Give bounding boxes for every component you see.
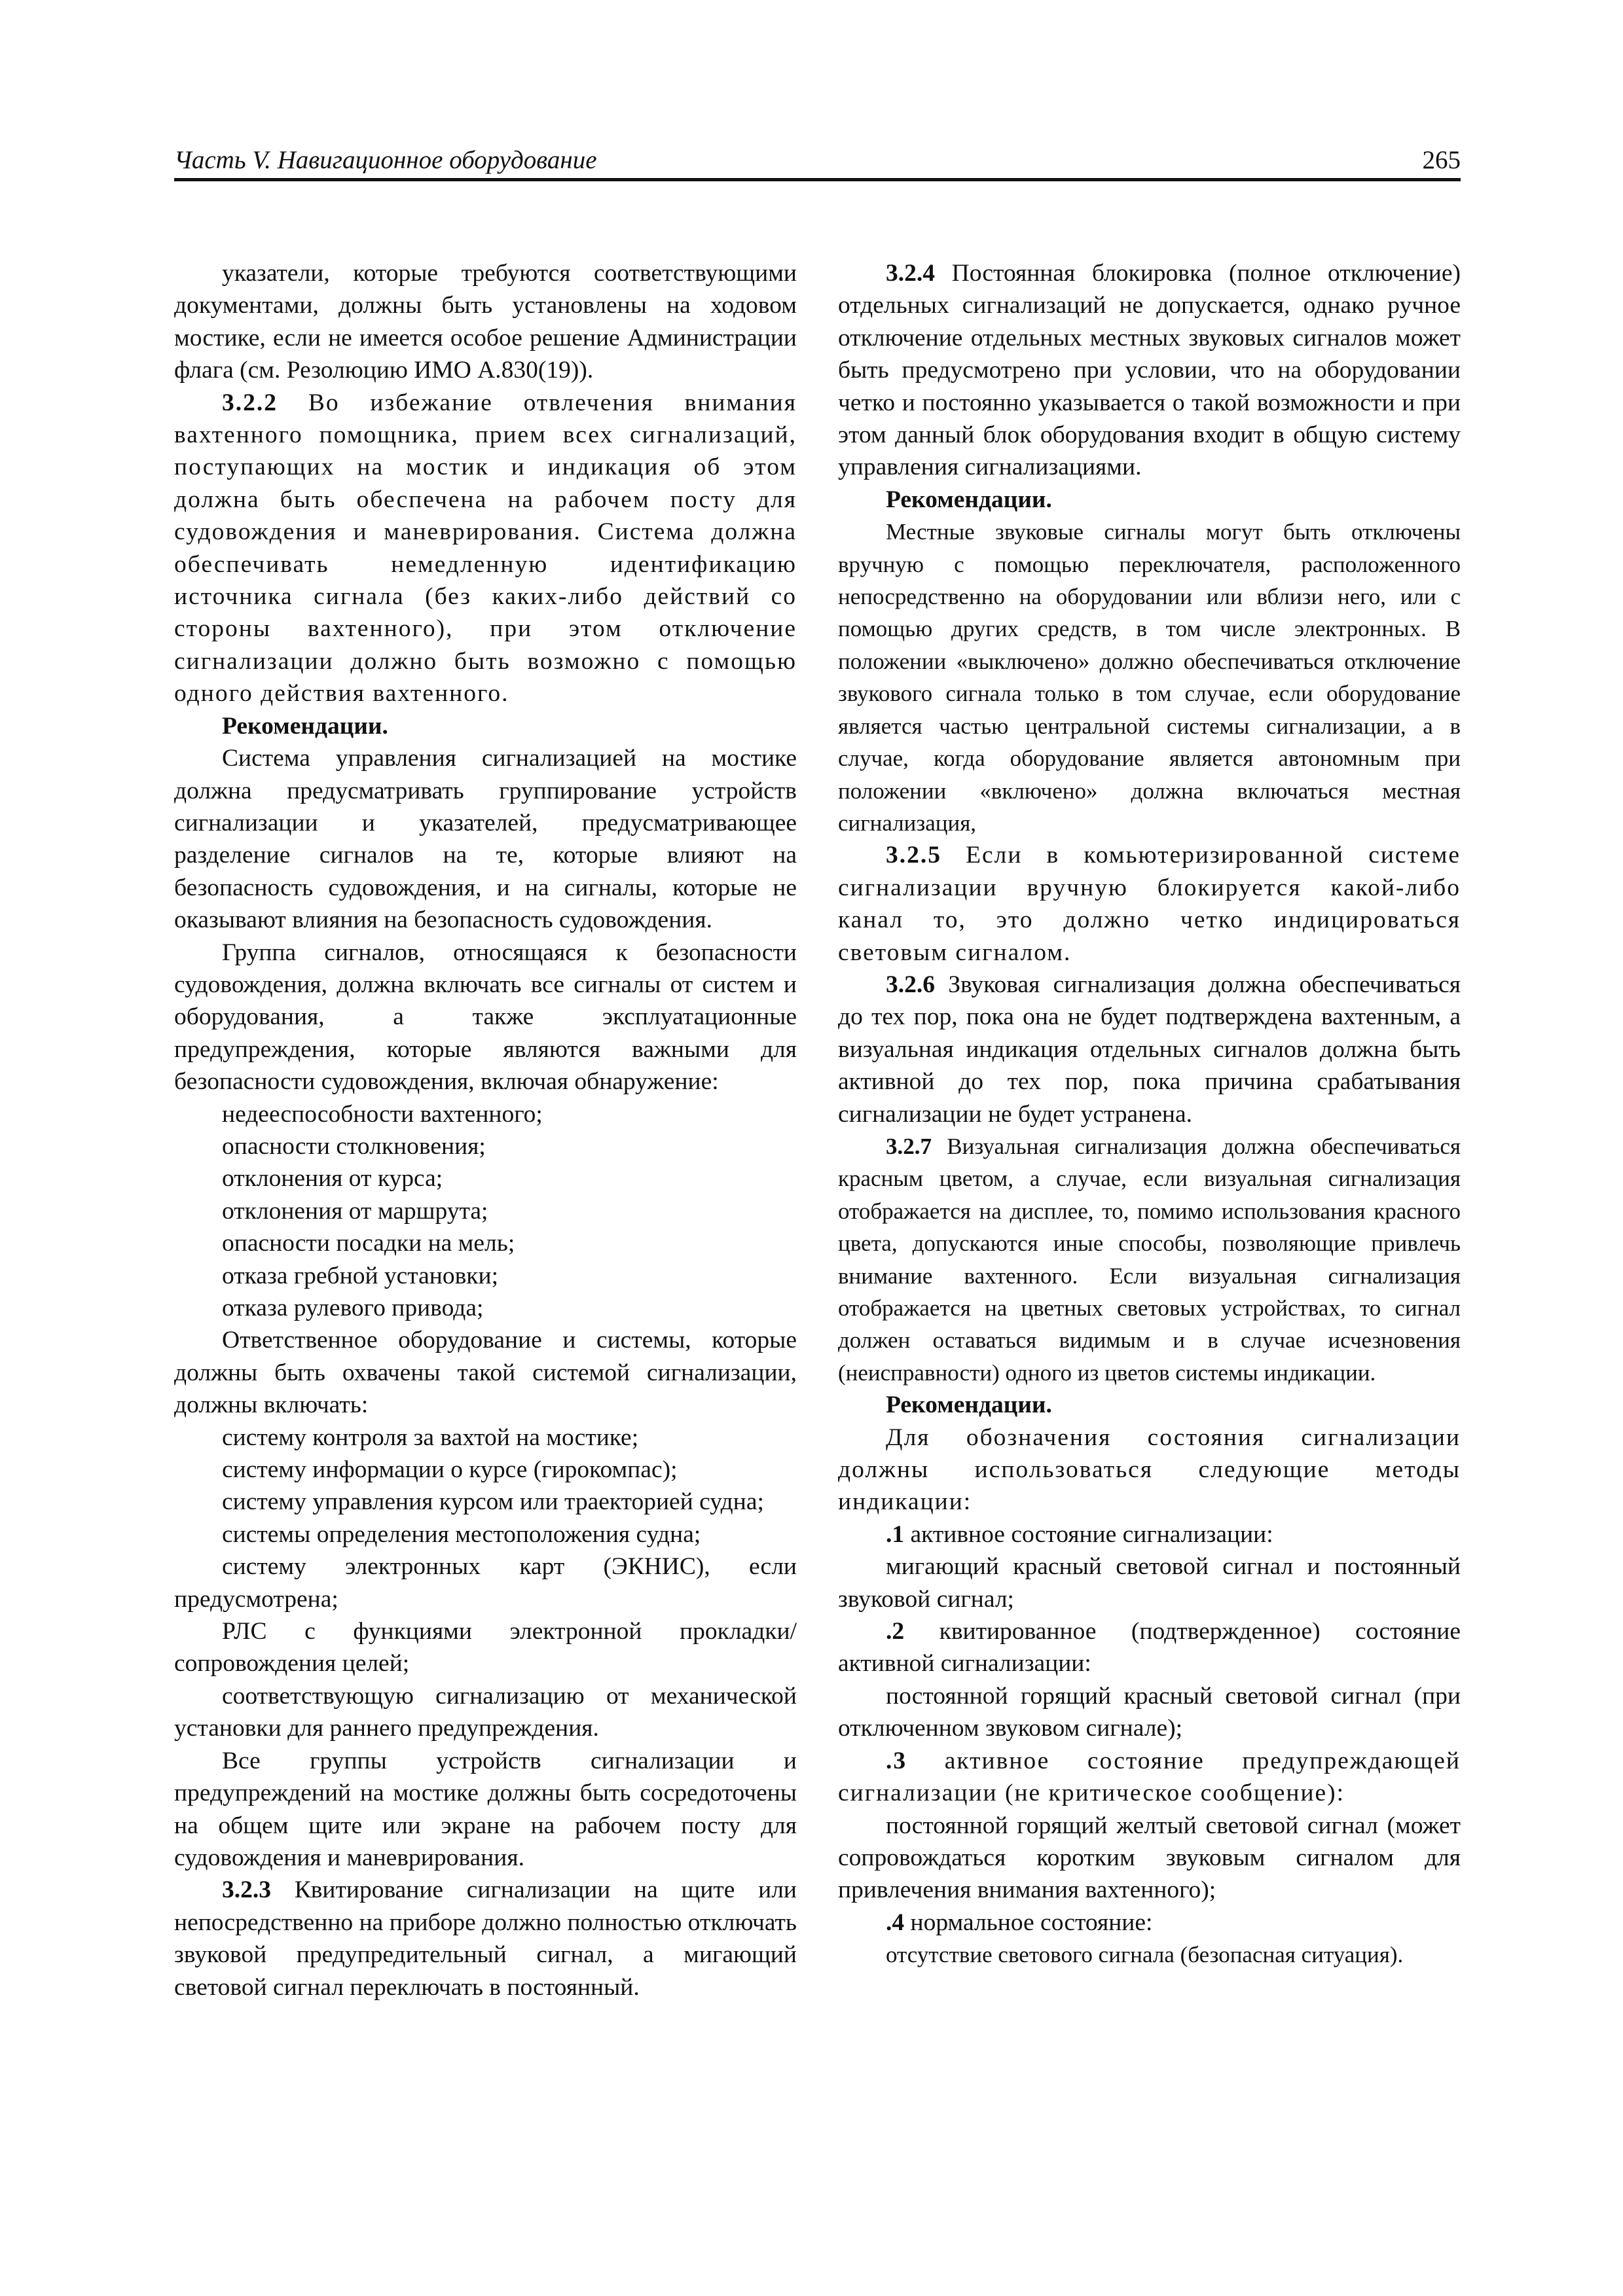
right-column xyxy=(838,257,1461,1971)
paragraph: указатели, которые требуются соответствующими документами, должны быть установлены на ходовом мостике, если не имеется особое решение Администрации флага (см. Резолюцию ИМО А.830(19)). xyxy=(174,260,797,384)
paragraph: Система управления сигнализацией на мостике должна предусматривать группирование устройств сигнализации и указателей, предусматривающее разделение сигналов на те, которые влияют на безопасность судовождения, и на сигналы, которые не оказывают влияния на безопасность судовождения. xyxy=(174,745,797,934)
list-item: систему контроля за вахтой на мостике; xyxy=(222,1424,639,1451)
section-number: 3.2.7 xyxy=(886,1133,932,1159)
section-3-2-4 xyxy=(838,257,1461,484)
paragraph: Ответственное оборудование и системы, которые должны быть охвачены такой системой сигнализации, должны включать: xyxy=(174,1327,797,1419)
item-text: активное состояние сигнализации: xyxy=(904,1520,1273,1548)
paragraph: Для обозначения состояния сигнализации должны использоваться следующие методы индикации: xyxy=(838,1424,1461,1516)
list-item: систему электронных карт (ЭКНИС), если предусмотрена; xyxy=(174,1553,797,1613)
recommendations-heading: Рекомендации. xyxy=(886,486,1052,513)
list-item: опасности столкновения; xyxy=(222,1132,486,1160)
recommendations-heading: Рекомендации. xyxy=(222,712,388,740)
list-item: недееспособности вахтенного; xyxy=(222,1100,543,1128)
indication-item-1 xyxy=(838,1518,1461,1551)
section-number: 3.2.2 xyxy=(222,389,278,416)
section-text: Квитирование сигнализации на щите или непосредственно на приборе должно полностью отключать звуковой предупредительный сигнал, а мигающий световой сигнал переключать в постоянный. xyxy=(174,1876,797,2001)
section-number: 3.2.6 xyxy=(886,971,935,998)
indication-item-3 xyxy=(838,1745,1461,1810)
list-item: системы определения местоположения судна; xyxy=(222,1520,701,1548)
item-text: квитированное (подтвержденное) состояние активной сигнализации: xyxy=(838,1618,1461,1677)
list-item: систему информации о курсе (гирокомпас); xyxy=(222,1456,678,1484)
list-item: опасности посадки на мель; xyxy=(222,1230,515,1257)
section-3-2-3 xyxy=(174,1874,797,2003)
list-item: систему управления курсом или траекторией судна; xyxy=(222,1488,764,1516)
paragraph: Местные звуковые сигналы могут быть отключены вручную с помощью переключателя, расположенного непосредственно на оборудовании или вблизи него, или с помощью других средств, в том числе электронных. В положении «выключено» должно обеспечиваться отключение звукового сигнала только в том случае, если оборудование является частью центральной системы сигнализации, а в случае, когда оборудование является автономным при положении «включено» должна включаться местная сигнализация, xyxy=(838,519,1461,836)
list-item: РЛС с функциями электронной прокладки/сопровождения целей; xyxy=(174,1618,797,1677)
list-item: отказа гребной установки; xyxy=(222,1262,499,1289)
section-text: Если в комьютеризированной системе сигнализации вручную блокируется какой-либо канал то, это должно четко индицироваться световым сигналом. xyxy=(838,842,1461,966)
item-number: .2 xyxy=(886,1618,905,1645)
indication-item-2 xyxy=(838,1615,1461,1680)
section-number: 3.2.4 xyxy=(886,260,935,287)
left-column xyxy=(174,257,797,2003)
section-text: Звуковая сигнализация должна обеспечиваться до тех пор, пока она не будет подтверждена вахтенным, а визуальная индикация отдельных сигналов должна быть активной до тех пор, пока причина срабатывания сигнализации не будет устранена. xyxy=(838,971,1461,1128)
section-text: Визуальная сигнализация должна обеспечиваться красным цветом, а случае, если визуальная сигнализация отображается на дисплее, то, помимо использования красного цвета, допускаются иные способы, позволяющие привлечь внимание вахтенного. Если визуальная сигнализация отображается на цветных световых устройствах, то сигнал должен оставаться видимым и в случае исчезновения (неисправности) одного из цветов системы индикации. xyxy=(838,1133,1461,1386)
indication-desc-3: постоянной горящий желтый световой сигнал (может сопровождаться коротким звуковым сигналом для привлечения внимания вахтенного); xyxy=(838,1812,1461,1904)
section-3-2-6 xyxy=(838,969,1461,1130)
item-text: нормальное состояние: xyxy=(904,1909,1153,1936)
running-header xyxy=(174,139,1461,181)
page-number: 265 xyxy=(1422,146,1461,174)
section-text: Постоянная блокировка (полное отключение) отдельных сигнализаций не допускается, однако ручное отключение отдельных местных звуковых сигналов может быть предусмотрено при условии, что на оборудовании четко и постоянно указывается о такой возможности и при этом данный блок оборудования входит в общую систему управления сигнализациями. xyxy=(838,260,1461,481)
item-number: .3 xyxy=(886,1747,907,1774)
section-number: 3.2.3 xyxy=(222,1876,271,1904)
item-text: активное состояние предупреждающей сигнализации (не критическое сообщение): xyxy=(838,1747,1461,1807)
section-3-2-2 xyxy=(174,387,797,710)
paragraph: Группа сигналов, относящаяся к безопасности судовождения, должна включать все сигналы от систем и оборудования, а также эксплуатационные предупреждения, которые являются важными для безопасности судовождения, включая обнаружение: xyxy=(174,939,797,1096)
indication-desc-2: постоянной горящий красный световой сигнал (при отключенном звуковом сигнале); xyxy=(838,1682,1461,1742)
section-3-2-7 xyxy=(838,1130,1461,1389)
section-text: Во избежание отвлечения внимания вахтенного помощника, прием всех сигнализаций, поступающих на мостик и индикация об этом должна быть обеспечена на рабочем посту для судовождения и маневрирования. Система должна обеспечивать немедленную идентификацию источника сигнала (без каких-либо действий со стороны вахтенного), при этом отключение сигнализации должно быть возможно с помощью одного действия вахтенного. xyxy=(174,389,797,708)
item-number: .1 xyxy=(886,1520,905,1548)
item-number: .4 xyxy=(886,1909,905,1936)
recommendations-heading: Рекомендации. xyxy=(886,1391,1052,1419)
list-item: отклонения от маршрута; xyxy=(222,1197,488,1225)
section-3-2-5 xyxy=(838,839,1461,969)
indication-desc-4: отсутствие светового сигнала (безопасная ситуация). xyxy=(886,1942,1404,1968)
indication-desc-1: мигающий красный световой сигнал и постоянный звуковой сигнал; xyxy=(838,1553,1461,1613)
section-number: 3.2.5 xyxy=(886,842,941,869)
running-header-title: Часть V. Навигационное оборудование xyxy=(174,146,597,174)
indication-item-4 xyxy=(838,1907,1461,1939)
list-item: соответствующую сигнализацию от механической установки для раннего предупреждения. xyxy=(174,1682,797,1742)
list-item: отклонения от курса; xyxy=(222,1165,443,1193)
list-item: отказа рулевого привода; xyxy=(222,1295,484,1321)
paragraph: Все группы устройств сигнализации и предупреждений на мостике должны быть сосредоточены на общем щите или экране на рабочем посту для судовождения и маневрирования. xyxy=(174,1747,797,1871)
